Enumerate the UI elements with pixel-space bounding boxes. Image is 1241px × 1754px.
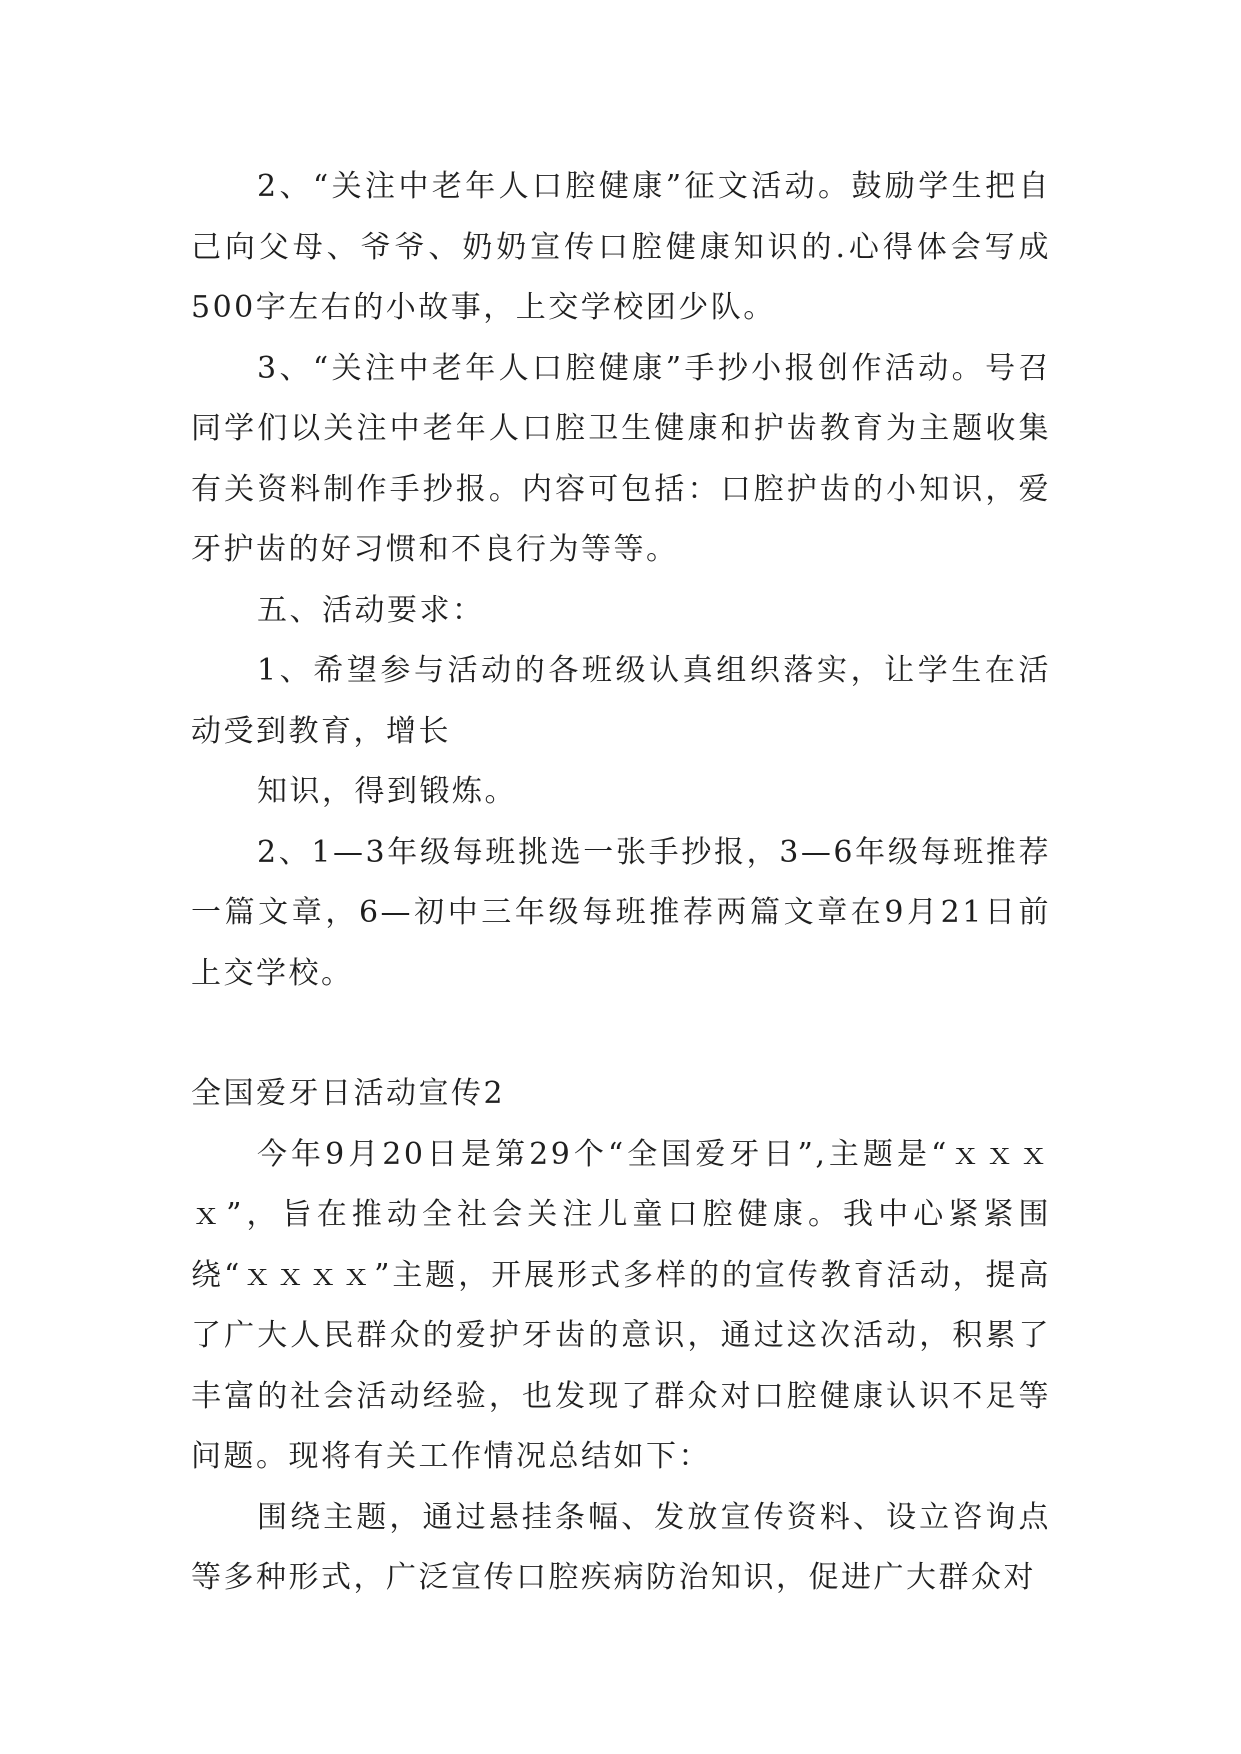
paragraph-requirement-2: 2、1—3年级每班挑选一张手抄报，3—6年级每班推荐一篇文章，6—初中三年级每班推荐两篇文章在9月21日前上交学校。 — [191, 834, 1051, 991]
paragraph-handcopy-newspaper: 3、“关注中老年人口腔健康”手抄小报创作活动。号召同学们以关注中老年人口腔卫生健康和护齿教育为主题收集有关资料制作手抄报。内容可包括：口腔护齿的小知识，爱牙护齿的好习惯和不良行为等等。 — [191, 350, 1051, 567]
paragraph-requirement-1: 1、希望参与活动的各班级认真组织落实，让学生在活动受到教育，增长 — [191, 653, 1051, 749]
paragraph-requirement-1-cont: 知识，得到锻炼。 — [257, 774, 517, 809]
paragraph-promotion: 围绕主题，通过悬挂条幅、发放宣传资料、设立咨询点等多种形式，广泛宣传口腔疾病防治知识，促进广大群众对 — [191, 1499, 1051, 1595]
document-body — [191, 157, 1051, 1609]
paragraph-theme-intro: 今年9月20日是第29个“全国爱牙日”,主题是“ｘｘｘｘ”，旨在推动全社会关注儿童口腔健康。我中心紧紧围绕“ｘｘｘｘ”主题，开展形式多样的的宣传教育活动，提高了广大人民群众的爱护牙齿的意识，通过这次活动，积累了丰富的社会活动经验，也发现了群众对口腔健康认识不足等问题。现将有关工作情况总结如下： — [191, 1136, 1051, 1474]
heading-activity-requirements: 五、活动要求： — [257, 592, 485, 628]
paragraph-essay-activity: 2、“关注中老年人口腔健康”征文活动。鼓励学生把自己向父母、爷爷、奶奶宣传口腔健康知识的.心得体会写成500字左右的小故事，上交学校团少队。 — [191, 169, 1051, 325]
section-spacer — [191, 1004, 1051, 1064]
section-title: 全国爱牙日活动宣传2 — [191, 1076, 506, 1111]
